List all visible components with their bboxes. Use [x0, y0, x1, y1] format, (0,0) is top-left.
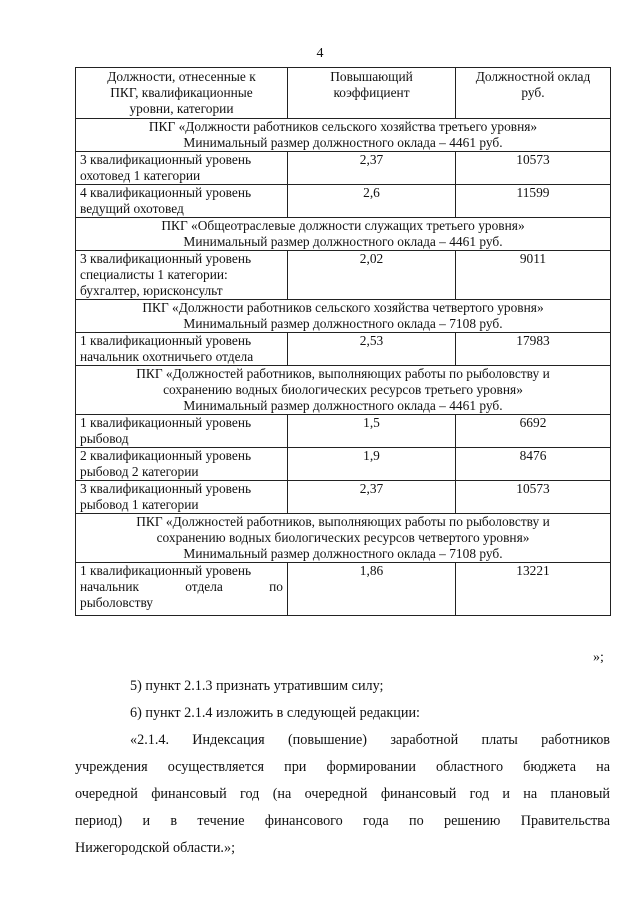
group-title	[76, 218, 611, 251]
group-title-line: Минимальный размер должностного оклада – 7108 руб.	[183, 546, 503, 561]
position-cell	[76, 415, 288, 448]
coefficient-cell: 1,86	[288, 563, 456, 616]
paragraph-clause-2-1-4	[75, 727, 610, 862]
salary-cell: 17983	[456, 333, 611, 366]
header-line: уровни, категории	[129, 101, 234, 116]
header-line: коэффициент	[333, 85, 410, 100]
table-row	[76, 185, 611, 218]
table-row	[76, 251, 611, 300]
group-title	[76, 119, 611, 152]
position-cell	[76, 185, 288, 218]
group-title-line: сохранению водных биологических ресурсов третьего уровня»	[163, 382, 523, 397]
clause-line: Нижегородской области.»;	[75, 840, 236, 856]
paragraph-item-6: 6) пункт 2.1.4 изложить в следующей редакции:	[130, 705, 420, 721]
table-row	[76, 415, 611, 448]
group-title-line: Минимальный размер должностного оклада – 4461 руб.	[183, 234, 503, 249]
table-row	[76, 563, 611, 616]
header-line: руб.	[521, 85, 545, 100]
coefficient-cell: 2,6	[288, 185, 456, 218]
table-header-row	[76, 68, 611, 119]
position-line: 1 квалификационный уровень	[80, 333, 252, 348]
group-title-line: Минимальный размер должностного оклада – 4461 руб.	[183, 135, 503, 150]
group-title	[76, 300, 611, 333]
salary-cell: 11599	[456, 185, 611, 218]
paragraph-item-5: 5) пункт 2.1.3 признать утратившим силу;	[130, 678, 384, 694]
clause-line: учреждения осуществляется при формировании областного бюджета на	[75, 759, 610, 775]
coefficient-cell: 1,9	[288, 448, 456, 481]
clause-line: период) и в течение финансового года по решению Правительства	[75, 813, 610, 829]
group-header-row	[76, 514, 611, 563]
header-line: ПКГ, квалификационные	[110, 85, 253, 100]
clause-line: очередной финансовый год (на очередной финансовый год и на плановый	[75, 786, 610, 802]
coefficient-cell: 2,53	[288, 333, 456, 366]
position-line: 1 квалификационный уровень	[80, 415, 252, 430]
group-title-line: ПКГ «Должностей работников, выполняющих работы по рыболовству и	[136, 366, 550, 381]
position-cell	[76, 251, 288, 300]
salary-table	[75, 67, 611, 616]
position-line: 2 квалификационный уровень	[80, 448, 252, 463]
group-header-row	[76, 119, 611, 152]
table-row	[76, 333, 611, 366]
position-line: начальник отдела по	[80, 579, 283, 594]
clause-line: «2.1.4. Индексация (повышение) заработной платы работников	[130, 732, 610, 748]
group-title-line: ПКГ «Общеотраслевые должности служащих третьего уровня»	[161, 218, 525, 233]
group-title	[76, 366, 611, 415]
position-line: специалисты 1 категории:	[80, 267, 228, 282]
group-title-line: ПКГ «Должностей работников, выполняющих работы по рыболовству и	[136, 514, 550, 529]
group-header-row	[76, 366, 611, 415]
position-line: 3 квалификационный уровень	[80, 481, 252, 496]
salary-cell: 8476	[456, 448, 611, 481]
position-line: бухгалтер, юрисконсульт	[80, 283, 223, 298]
position-line: ведущий охотовед	[80, 201, 184, 216]
position-cell	[76, 481, 288, 514]
coefficient-cell: 2,37	[288, 152, 456, 185]
salary-cell: 6692	[456, 415, 611, 448]
position-line: рыбовод 1 категории	[80, 497, 199, 512]
header-line: Повышающий	[330, 69, 413, 84]
salary-cell: 13221	[456, 563, 611, 616]
position-cell	[76, 448, 288, 481]
header-line: Должности, отнесенные к	[107, 69, 256, 84]
group-title-line: ПКГ «Должности работников сельского хозяйства третьего уровня»	[148, 119, 538, 134]
group-title-line: сохранению водных биологических ресурсов четвертого уровня»	[156, 530, 530, 545]
page-number: 4	[316, 46, 324, 61]
table-row	[76, 481, 611, 514]
group-title-line: Минимальный размер должностного оклада – 4461 руб.	[183, 398, 503, 413]
position-line: рыболовству	[80, 595, 154, 610]
position-line: 3 квалификационный уровень	[80, 251, 252, 266]
salary-cell: 9011	[456, 251, 611, 300]
table-closing-mark: »;	[593, 650, 604, 665]
header-coefficient	[288, 68, 456, 119]
coefficient-cell: 2,37	[288, 481, 456, 514]
header-positions	[76, 68, 288, 119]
position-line: 3 квалификационный уровень	[80, 152, 252, 167]
group-title	[76, 514, 611, 563]
position-line: 4 квалификационный уровень	[80, 185, 252, 200]
position-line: начальник охотничьего отдела	[80, 349, 254, 364]
position-cell	[76, 152, 288, 185]
group-title-line: ПКГ «Должности работников сельского хозяйства четвертого уровня»	[142, 300, 544, 315]
salary-cell: 10573	[456, 481, 611, 514]
position-line: охотовед 1 категории	[80, 168, 201, 183]
group-header-row	[76, 300, 611, 333]
salary-cell: 10573	[456, 152, 611, 185]
table-row	[76, 448, 611, 481]
coefficient-cell: 2,02	[288, 251, 456, 300]
group-header-row	[76, 218, 611, 251]
coefficient-cell: 1,5	[288, 415, 456, 448]
position-cell	[76, 563, 288, 616]
header-salary	[456, 68, 611, 119]
position-line: рыбовод 2 категории	[80, 464, 199, 479]
position-line: 1 квалификационный уровень	[80, 563, 252, 578]
position-cell	[76, 333, 288, 366]
header-line: Должностной оклад	[475, 69, 591, 84]
table-row	[76, 152, 611, 185]
position-line: рыбовод	[80, 431, 129, 446]
group-title-line: Минимальный размер должностного оклада – 7108 руб.	[183, 316, 503, 331]
